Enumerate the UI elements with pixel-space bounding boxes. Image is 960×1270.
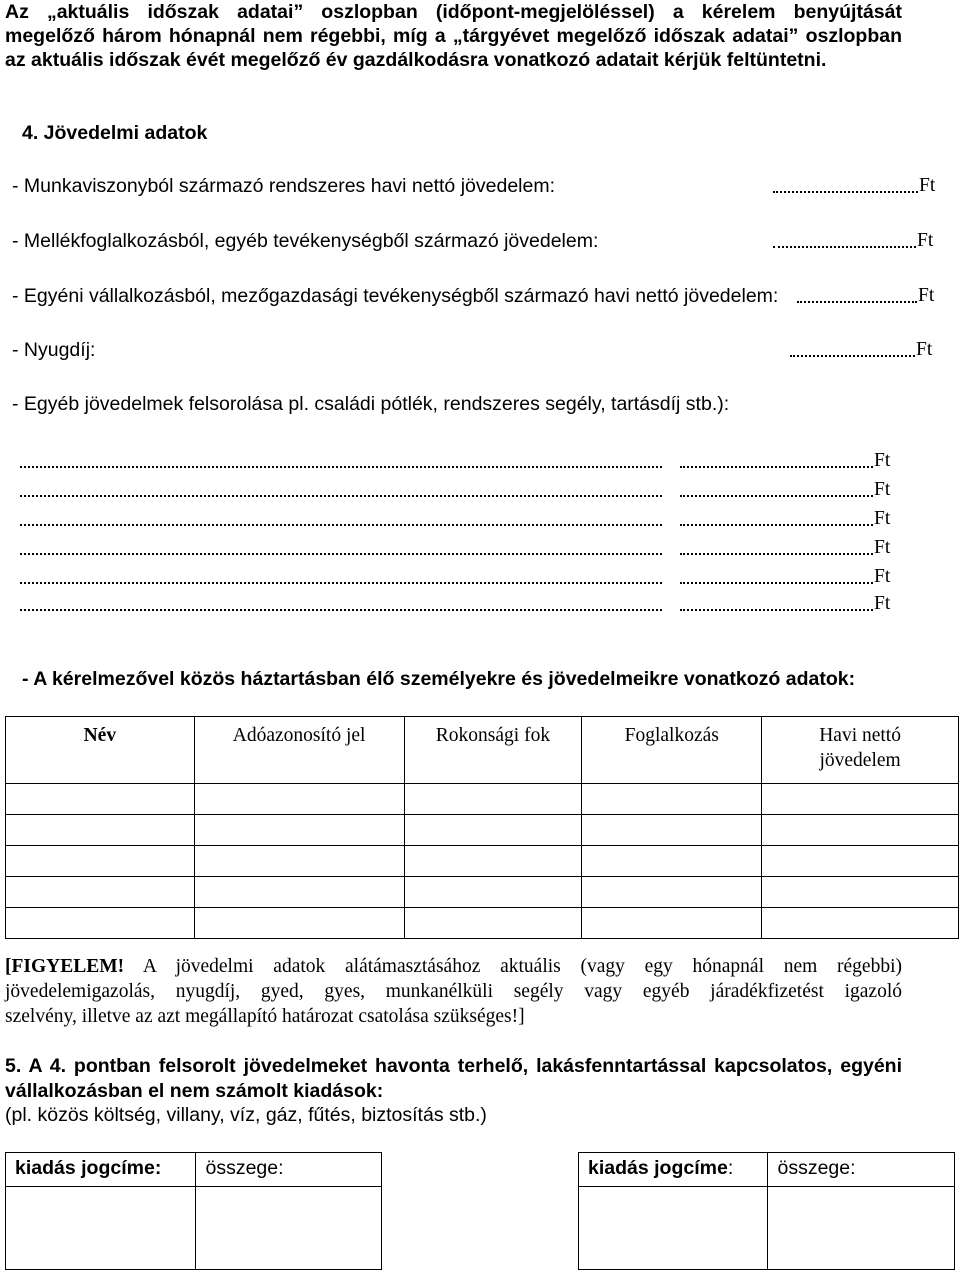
table-cell[interactable] [194, 877, 404, 908]
expense-amount-header-left: összege: [196, 1153, 382, 1187]
section-5-line-2: vállalkozásban el nem számolt kiadások: [5, 1080, 384, 1102]
income-item-4-field[interactable] [790, 355, 915, 357]
expense-amount-cell-left[interactable] [196, 1187, 382, 1270]
section-4-title: 4. Jövedelmi adatok [22, 122, 208, 144]
expense-label-header-left: kiadás jogcíme: [6, 1153, 196, 1187]
table-cell[interactable] [582, 846, 762, 877]
notice-line-1-text: A jövedelmi adatok alátámasztásához aktuális (vagy egy hónapnál nem régebbi) [124, 956, 902, 977]
other-income-unit-2: Ft [874, 479, 891, 500]
income-item-2-label: - Mellékfoglalkozásból, egyéb tevékenységből származó jövedelem: [12, 230, 599, 252]
col-header-name: Név [6, 717, 195, 784]
intro-line-3: az aktuális időszak évét megelőző év gazdálkodásra vonatkozó adatait kérjük feltüntetni. [5, 49, 827, 71]
table-cell[interactable] [582, 815, 762, 846]
table-cell[interactable] [194, 784, 404, 815]
notice-line-3: szelvény, illetve az azt megállapító határozat csatolása szükséges!] [5, 1006, 525, 1027]
table-cell[interactable] [6, 846, 195, 877]
table-row [6, 1187, 382, 1270]
table-row [6, 846, 959, 877]
other-income-name-1[interactable] [20, 466, 662, 468]
other-income-name-2[interactable] [20, 495, 662, 497]
other-income-name-3[interactable] [20, 524, 662, 526]
expense-label-header-right: kiadás jogcíme: [579, 1153, 768, 1187]
col-header-relationship: Rokonsági fok [404, 717, 582, 784]
intro-line-1: Az „aktuális időszak adatai” oszlopban (időpont-megjelöléssel) a kérelem benyújtását [5, 1, 902, 23]
other-income-amount-5[interactable] [680, 582, 873, 584]
income-item-3-label: - Egyéni vállalkozásból, mezőgazdasági tevékenységből származó havi nettó jövedelem: [12, 285, 779, 307]
table-cell[interactable] [194, 908, 404, 939]
other-income-amount-3[interactable] [680, 524, 873, 526]
other-income-amount-1[interactable] [680, 466, 873, 468]
table-cell[interactable] [404, 846, 582, 877]
expense-label-cell-left[interactable] [6, 1187, 196, 1270]
other-income-unit-1: Ft [874, 450, 891, 471]
other-income-name-5[interactable] [20, 582, 662, 584]
other-income-name-4[interactable] [20, 553, 662, 555]
table-cell[interactable] [194, 846, 404, 877]
income-item-1-field[interactable] [773, 191, 918, 193]
income-item-2-unit: Ft [917, 230, 934, 251]
other-income-name-6[interactable] [20, 609, 662, 611]
income-item-2-field[interactable] [773, 246, 916, 248]
other-income-amount-2[interactable] [680, 495, 873, 497]
table-cell[interactable] [6, 908, 195, 939]
table-cell[interactable] [6, 877, 195, 908]
notice-line-2: jövedelemigazolás, nyugdíj, gyed, gyes, munkanélküli segély vagy egyéb járadékfizetést igazoló [5, 981, 902, 1002]
table-row [6, 1153, 382, 1187]
expense-amount-cell-right[interactable] [768, 1187, 955, 1270]
table-row [579, 1153, 955, 1187]
table-cell[interactable] [762, 815, 959, 846]
table-cell[interactable] [404, 815, 582, 846]
col-header-tax-id: Adóazonosító jel [194, 717, 404, 784]
other-income-unit-5: Ft [874, 566, 891, 587]
table-cell[interactable] [762, 846, 959, 877]
other-income-unit-3: Ft [874, 508, 891, 529]
table-cell[interactable] [404, 877, 582, 908]
col-header-net-income: Havi nettó jövedelem [762, 717, 959, 784]
other-income-amount-4[interactable] [680, 553, 873, 555]
table-cell[interactable] [6, 815, 195, 846]
table-row [6, 784, 959, 815]
table-row [6, 815, 959, 846]
income-item-3-unit: Ft [918, 285, 935, 306]
table-cell[interactable] [582, 877, 762, 908]
income-item-4-unit: Ft [916, 339, 933, 360]
household-table [5, 716, 959, 939]
table-cell[interactable] [404, 908, 582, 939]
table-cell[interactable] [582, 908, 762, 939]
other-income-amount-6[interactable] [680, 609, 873, 611]
table-cell[interactable] [194, 815, 404, 846]
col-header-occupation: Foglalkozás [582, 717, 762, 784]
expense-amount-header-right: összege: [768, 1153, 955, 1187]
other-income-unit-4: Ft [874, 537, 891, 558]
intro-line-2: megelőző három hónapnál nem régebbi, míg a „tárgyévet megelőző időszak adatai” oszlopban [5, 25, 902, 47]
income-item-1-unit: Ft [919, 175, 936, 196]
table-cell[interactable] [762, 877, 959, 908]
other-income-label: - Egyéb jövedelmek felsorolása pl. családi pótlék, rendszeres segély, tartásdíj stb.): [12, 393, 730, 415]
table-row [6, 908, 959, 939]
table-row [579, 1187, 955, 1270]
income-item-1-label: - Munkaviszonyból származó rendszeres havi nettó jövedelem: [12, 175, 556, 197]
notice-line-1 [5, 954, 902, 979]
expense-table-left [5, 1152, 382, 1270]
table-cell[interactable] [762, 784, 959, 815]
other-income-unit-6: Ft [874, 593, 891, 614]
table-row [6, 877, 959, 908]
table-cell[interactable] [404, 784, 582, 815]
expense-label-cell-right[interactable] [579, 1187, 768, 1270]
household-table-header [6, 717, 959, 784]
income-item-3-field[interactable] [797, 301, 917, 303]
income-item-4-label: - Nyugdíj: [12, 339, 96, 361]
table-cell[interactable] [762, 908, 959, 939]
section-5-line-1: 5. A 4. pontban felsorolt jövedelmeket havonta terhelő, lakásfenntartással kapcsolatos, egyéni [5, 1055, 902, 1077]
table-cell[interactable] [6, 784, 195, 815]
section-5-line-3: (pl. közös költség, villany, víz, gáz, fűtés, biztosítás stb.) [5, 1104, 487, 1126]
table-cell[interactable] [582, 784, 762, 815]
notice-warning-label: [FIGYELEM! [5, 956, 125, 977]
expense-table-right [578, 1152, 955, 1270]
household-heading: - A kérelmezővel közös háztartásban élő személyekre és jövedelmeikre vonatkozó adatok: [22, 668, 856, 690]
